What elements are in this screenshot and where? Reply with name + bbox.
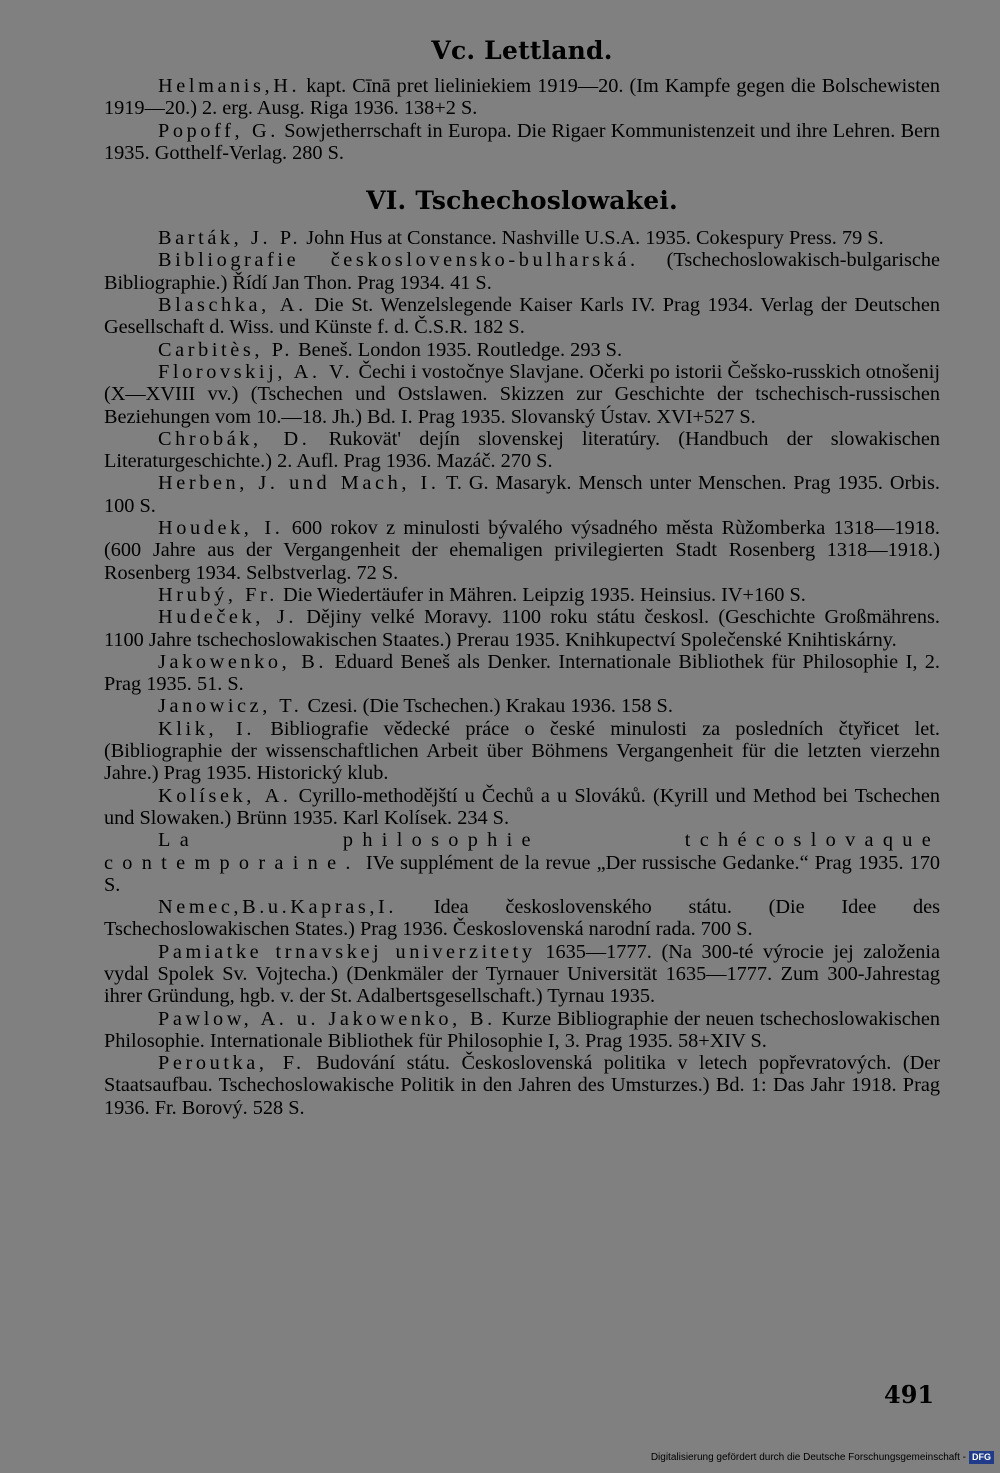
entry-text: Budování státu. Československá politika v letech popřevratových. (Der Staatsaufbau. Tschechoslowakische Politik in den Jahren des Umsturzes.) Bd. 1: Das Jahr 1918. Prag 1936. Fr. Borový. 528 S.: [104, 1052, 940, 1119]
entry-author: Blaschka, A.: [158, 294, 307, 317]
page-number: 491: [884, 1380, 935, 1409]
entry-text: John Hus at Constance. Nashville U.S.A. 1935. Cokespury Press. 79 S.: [301, 227, 884, 250]
entry-author: Pamiatke trnavskej univerzitety: [158, 940, 536, 963]
bibliography-entry: [104, 896, 940, 941]
entry-author: Florovskij, A. V.: [158, 360, 354, 383]
entry-author: Pawlow, A. u. Jakowenko, B.: [158, 1007, 496, 1030]
tschechoslowakei-entries: [104, 227, 940, 1119]
entry-text: 1635—1777. (Na 300-té výrocie jej založenia vydal Spolek Sv. Vojtecha.) (Denkmäler der Tyrnauer Universität 1635—1777. Zum 300-Jahrestag ihrer Gründung, hgb. v. der St. Adalbertsgesellschaft.) Tyrnau 1935.: [104, 940, 940, 1008]
bibliography-entry: [104, 718, 940, 785]
bibliography-entry: [104, 339, 940, 361]
bibliography-entry: [104, 472, 940, 517]
entry-author: Peroutka, F.: [158, 1052, 305, 1075]
bibliography-entry: [104, 75, 940, 120]
lettland-entries: [104, 75, 940, 164]
entry-author: Houdek, I.: [158, 517, 284, 540]
entry-author: Barták, J. P.: [158, 227, 302, 250]
bibliography-entry: [104, 249, 940, 294]
digitization-footer: [651, 1451, 994, 1464]
footer-text: Digitalisierung gefördert durch die Deutsche Forschungsgemeinschaft -: [650, 1452, 966, 1463]
bibliography-entry: [104, 785, 940, 830]
entry-text: Cyrillo-methodějští u Čechů a u Slováků. (Kyrill und Method bei Tschechen und Slowaken.) Brünn 1935. Karl Kolísek. 234 S.: [104, 784, 940, 829]
entry-text: Die St. Wenzelslegende Kaiser Karls IV. Prag 1934. Verlag der Deutschen Gesellschaft d. Wiss. und Künste f. d. Č.S.R. 182 S.: [104, 294, 940, 339]
entry-text: Die Wiedertäufer in Mähren. Leipzig 1935. Heinsius. IV+160 S.: [277, 583, 806, 606]
entry-text: Bibliografie vědecké práce o české minulosti za posledních čtyřicet let. (Bibliographie der wissenschaftlichen Arbeit über Böhmens Vergangenheit für die letzten vierzehn Jahre.) Prag 1935. Historický klub.: [104, 717, 941, 785]
entry-text: IVe supplément de la revue „Der russische Gedanke.“ Prag 1935. 170 S.: [104, 851, 940, 896]
entry-author: Kolísek, A.: [158, 784, 292, 807]
entry-author: Chrobák, D.: [158, 427, 311, 450]
bibliography-entry: [104, 651, 940, 696]
bibliography-entry: [104, 829, 940, 896]
entry-text: Kurze Bibliographie der neuen tschechoslowakischen Philosophie. Internationale Bibliothek für Philosophie I, 3. Prag 1935. 58+XIV S.: [104, 1007, 941, 1052]
entry-text: Sowjetherrschaft in Europa. Die Rigaer Kommunistenzeit und ihre Lehren. Bern 1935. Gotthelf-Verlag. 280 S.: [104, 119, 940, 164]
bibliography-entry: [104, 606, 940, 651]
entry-text: Beneš. London 1935. Routledge. 293 S.: [293, 338, 623, 361]
entry-author: Helmanis,H.: [158, 75, 301, 97]
entry-text: Rukovät' dejín slovenskej literatúry. (Handbuch der slowakischen Literaturgeschichte.) 2. Aufl. Prag 1936. Mazáč. 270 S.: [104, 427, 940, 473]
entry-author: Jakowenko, B.: [158, 650, 328, 673]
bibliography-entry: [104, 294, 940, 339]
entry-author: La philosophie tchécoslovaque contemporaine.: [104, 829, 940, 874]
bibliography-entry: [104, 695, 940, 717]
entry-text: Czesi. (Die Tschechen.) Krakau 1936. 158 S.: [302, 695, 673, 718]
entry-text: Eduard Beneš als Denker. Internationale Bibliothek für Philosophie I, 2. Prag 1935. 51. S.: [104, 650, 940, 696]
entry-author: Klik, I.: [158, 717, 256, 740]
entry-text: Čechi i vostočnye Slavjane. Očerki po istorii Češsko-russkich otnošenij (X—XVIII vv.) (Tschechen und Ostslawen. Skizzen zur Geschichte der tschechisch-russischen Beziehungen vom 10.—18. Jh.) Bd. I. Prag 1935. Slovanský Ústav. XVI+527 S.: [104, 360, 940, 428]
entry-text: Idea československého státu. (Die Idee des Tschechoslowakischen States.) Prag 1936. Československá narodní rada. 700 S.: [104, 896, 940, 941]
bibliography-entry: [104, 584, 940, 606]
bibliography-entry: [104, 227, 940, 249]
entry-author: Bibliografie československo-bulharská.: [158, 249, 639, 272]
section-heading-lettland: Vc. Lettland.: [431, 36, 613, 65]
bibliography-entry: [104, 361, 940, 428]
entry-text: 600 rokov z minulosti bývalého výsadného města Rùžomberka 1318—1918. (600 Jahre aus der Vergangenheit der ehemaligen privilegierten Stadt Rosenberg 1318—1918.) Rosenberg 1934. Selbstverlag. 72 S.: [104, 517, 940, 584]
bibliography-entry: [104, 120, 940, 165]
bibliography-entry: [104, 941, 940, 1008]
section-heading-tschechoslowakei: VI. Tschechoslowakei.: [366, 186, 678, 216]
entry-author: Nemec,B.u.Kapras,I.: [158, 896, 398, 919]
entry-author: Herben, J. und Mach, I.: [158, 472, 440, 495]
entry-text: Dějiny velké Moravy. 1100 roku státu českosl. (Geschichte Großmährens. 1100 Jahre tschechoslowakischen Staates.) Prerau 1935. Knihkupectví Společenské Knihtiskárny.: [104, 606, 941, 651]
bibliography-entry: [104, 1052, 940, 1119]
page-content: [104, 0, 940, 1119]
entry-author: Carbitès, P.: [158, 338, 294, 361]
entry-author: Janowicz, T.: [158, 695, 303, 718]
entry-text: T. G. Masaryk. Mensch unter Menschen. Prag 1935. Orbis. 100 S.: [104, 472, 940, 517]
dfg-logo: DFG: [969, 1451, 994, 1464]
entry-author: Hudeček, J.: [158, 606, 297, 629]
entry-author: Hrubý, Fr.: [158, 583, 278, 606]
bibliography-entry: [104, 517, 940, 584]
entry-text: kapt. Cīnā pret lieliniekiem 1919—20. (Im Kampfe gegen die Bolschewisten 1919—20.) 2. erg. Ausg. Riga 1936. 138+2 S.: [104, 75, 940, 120]
bibliography-entry: [104, 1008, 940, 1053]
entry-author: Popoff, G.: [158, 119, 279, 142]
bibliography-entry: [104, 428, 940, 473]
entry-text: (Tschechoslowakisch-bulgarische Bibliographie.) Řídí Jan Thon. Prag 1934. 41 S.: [104, 249, 941, 294]
